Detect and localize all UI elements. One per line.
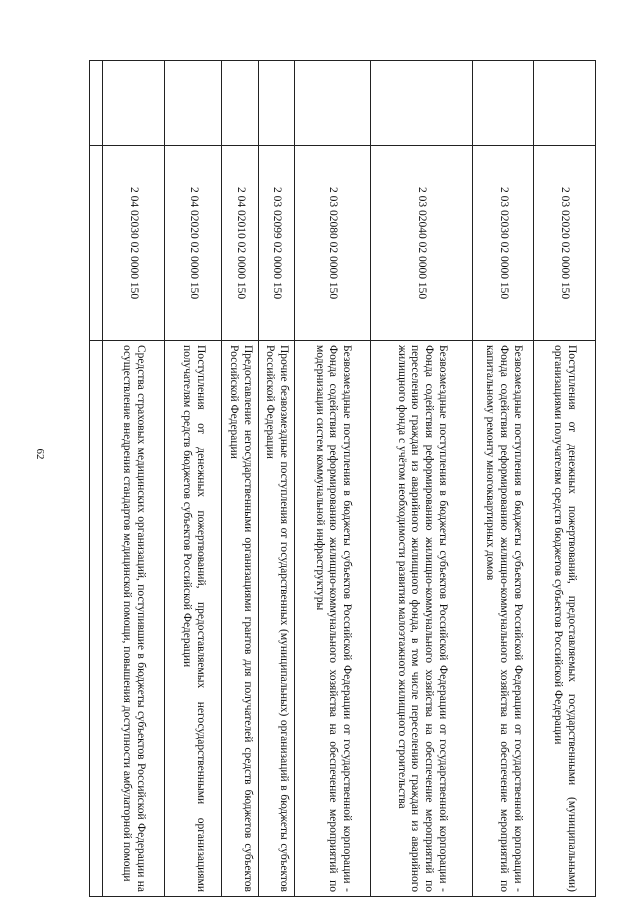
table-row (103, 61, 165, 897)
empty-cell (90, 146, 103, 341)
budget-code-cell: 2 04 02020 02 0000 150 (165, 146, 222, 341)
description-cell: Прочие безвозмездные поступления от государственных (муниципальных) организаций в бюджеты субъектов Российской Федерации (259, 341, 295, 897)
budget-code-cell: 2 03 02099 02 0000 150 (259, 146, 295, 341)
admin-code-cell (295, 61, 371, 146)
revenue-codes-table (89, 60, 596, 897)
admin-code-cell (534, 61, 596, 146)
budget-code-cell: 2 04 02030 02 0000 150 (103, 146, 165, 341)
table-row (371, 61, 473, 897)
admin-code-cell (165, 61, 222, 146)
description-cell: Безвозмездные поступления в бюджеты субъектов Российской Федерации от государственной корпорации - Фонда содействия реформированию жилищно-коммунального хозяйства на обеспечение мероприятий по капитальному ремонту многоквартирных домов (473, 341, 534, 897)
admin-code-cell (103, 61, 165, 146)
table-row (222, 61, 259, 897)
empty-cell (90, 341, 103, 897)
description-cell: Безвозмездные поступления в бюджеты субъектов Российской Федерации от государственной корпорации - Фонда содействия реформированию жилищно-коммунального хозяйства на обеспечение мероприятий по переселению граждан из аварийного жилищного фонда, в том числе переселению граждан из аварийного жилищного фонда с учётом необходимости развития малоэтажного жилищного строительства (371, 341, 473, 897)
empty-cell (90, 61, 103, 146)
table-row (165, 61, 222, 897)
admin-code-cell (371, 61, 473, 146)
table-row (473, 61, 534, 897)
description-cell: Поступления от денежных пожертвований, предоставляемых негосударственными организациями получателям средств бюджетов субъектов Российской Федерации (165, 341, 222, 897)
budget-code-cell: 2 03 02020 02 0000 150 (534, 146, 596, 341)
description-cell: Средства страховых медицинских организаций, поступившие в бюджеты субъектов Российской Федерации на осуществление внедрения стандартов медицинской помощи, повышения доступности амбулаторной помощи (103, 341, 165, 897)
admin-code-cell (222, 61, 259, 146)
table-row (295, 61, 371, 897)
budget-code-cell: 2 03 02080 02 0000 150 (295, 146, 371, 341)
budget-code-cell: 2 04 02010 02 0000 150 (222, 146, 259, 341)
budget-code-cell: 2 03 02040 02 0000 150 (371, 146, 473, 341)
table-row (534, 61, 596, 897)
admin-code-cell (473, 61, 534, 146)
rotated-page-content (91, 60, 596, 896)
page-number: 62 (34, 448, 46, 460)
description-cell: Предоставление негосударственными организациями грантов для получателей средств бюджетов субъектов Российской Федерации (222, 341, 259, 897)
table-row (259, 61, 295, 897)
budget-code-cell: 2 03 02030 02 0000 150 (473, 146, 534, 341)
admin-code-cell (259, 61, 295, 146)
description-cell: Безвозмездные поступления в бюджеты субъектов Российской Федерации от государственной корпорации - Фонда содействия реформированию жилищно-коммунального хозяйства на обеспечение мероприятий по модернизации систем коммунальной инфраструктуры (295, 341, 371, 897)
description-cell: Поступления от денежных пожертвований, предоставляемых государственными (муниципальными) организациями получателям средств бюджетов субъектов Российской Федерации (534, 341, 596, 897)
table-row-continuation (90, 61, 103, 897)
